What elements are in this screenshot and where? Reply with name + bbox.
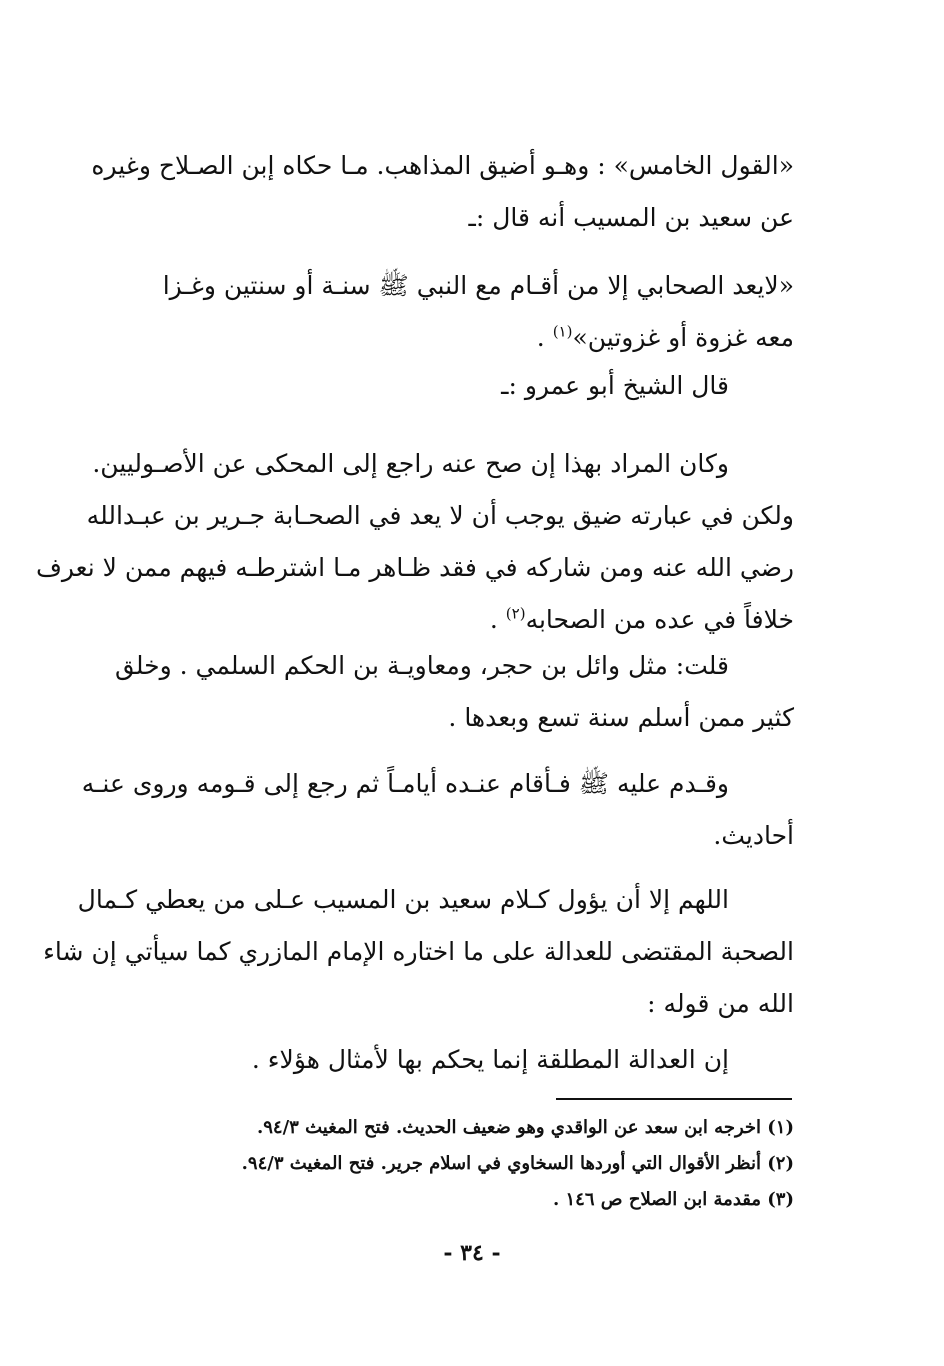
footnote-3: (٣) مقدمة ابن الصلاح ص ١٤٦ . <box>552 1189 794 1210</box>
paragraph-4-line-4-period: . <box>489 605 498 634</box>
paragraph-5-line-2: كثير ممن أسلم سنة تسع وبعدها . <box>448 703 794 732</box>
paragraph-4-line-1: وكان المراد بهذا إن صح عنه راجع إلى المحكى عن الأصـوليين. <box>92 449 729 478</box>
paragraph-4-line-2: ولكن في عبارته ضيق يوجب أن لا يعد في الصحـابة جـرير بن عبـدالله <box>86 501 794 530</box>
paragraph-7 <box>43 874 794 1030</box>
paragraph-7-line-1: اللهم إلا أن يؤول كـلام سعيد بن المسيب عـلى من يعطي كـمال <box>77 885 729 914</box>
paragraph-2-line-1: «لايعد الصحابي إلا من أقـام مع النبي ﷺ سنـة أو سنتين وغـزا <box>162 271 794 300</box>
paragraph-5 <box>96 640 794 744</box>
paragraph-2-line-2 <box>96 312 794 364</box>
paragraph-5-line-1: قلت: مثل وائل بن حجر، ومعاويـة بن الحكم السلمي . وخلق <box>115 651 729 680</box>
paragraph-8 <box>96 1034 729 1086</box>
paragraph-4-line-3: رضي الله عنه ومن شاركه في فقد ظـاهر مـا اشترطـه فيهم ممن لا نعرف <box>35 553 794 582</box>
paragraph-6-line-2: أحاديث. <box>713 821 794 850</box>
paragraph-6-line-1: وقـدم عليه ﷺ فـأقام عنـده أيامـاً ثم رجع إلى قـومه وروى عنـه <box>81 769 729 798</box>
paragraph-1-line-2: عن سعيد بن المسيب أنه قال :ـ <box>468 203 794 232</box>
paragraph-7-line-3: الله من قوله : <box>647 989 794 1018</box>
paragraph-4 <box>35 438 794 646</box>
paragraph-2 <box>96 260 794 364</box>
paragraph-8-line-1: إن العدالة المطلقة إنما يحكم بها لأمثال هؤلاء . <box>251 1045 729 1074</box>
footnote-1: (١) اخرجه ابن سعد عن الواقدي وهو ضعيف الحديث. فتح المغيث ٩٤/٣. <box>256 1117 794 1138</box>
paragraph-2-line-2-period: . <box>536 323 545 352</box>
footnotes <box>94 1110 794 1218</box>
footnote-separator <box>556 1098 792 1100</box>
paragraph-2-line-2-text: معه غزوة أو غزوتين» <box>572 323 794 352</box>
paragraph-4-line-4 <box>96 594 794 646</box>
paragraph-6 <box>81 758 794 862</box>
footnote-2: (٢) أنظر الأقوال التي أوردها السخاوي في اسلام جرير. فتح المغيث ٩٤/٣. <box>241 1153 794 1174</box>
paragraph-7-line-2: الصحبة المقتضى للعدالة على ما اختاره الإمام المازري كما سيأتي إن شاء <box>43 937 794 966</box>
paragraph-1 <box>91 140 794 244</box>
paragraph-4-line-4-text: خلافاً في عده من الصحابه <box>525 605 794 634</box>
page-number: - ٣٤ - <box>443 1240 501 1266</box>
paragraph-1-line-1: «القول الخامس» : وهـو أضيق المذاهب. مـا حكاه إبن الصـلاح وغيره <box>91 151 794 180</box>
footnote-ref-2: (٢) <box>505 604 526 623</box>
paragraph-3 <box>96 360 729 412</box>
footnote-ref-1: (١) <box>552 322 573 341</box>
paragraph-3-line-1: قال الشيخ أبو عمرو :ـ <box>501 371 729 400</box>
